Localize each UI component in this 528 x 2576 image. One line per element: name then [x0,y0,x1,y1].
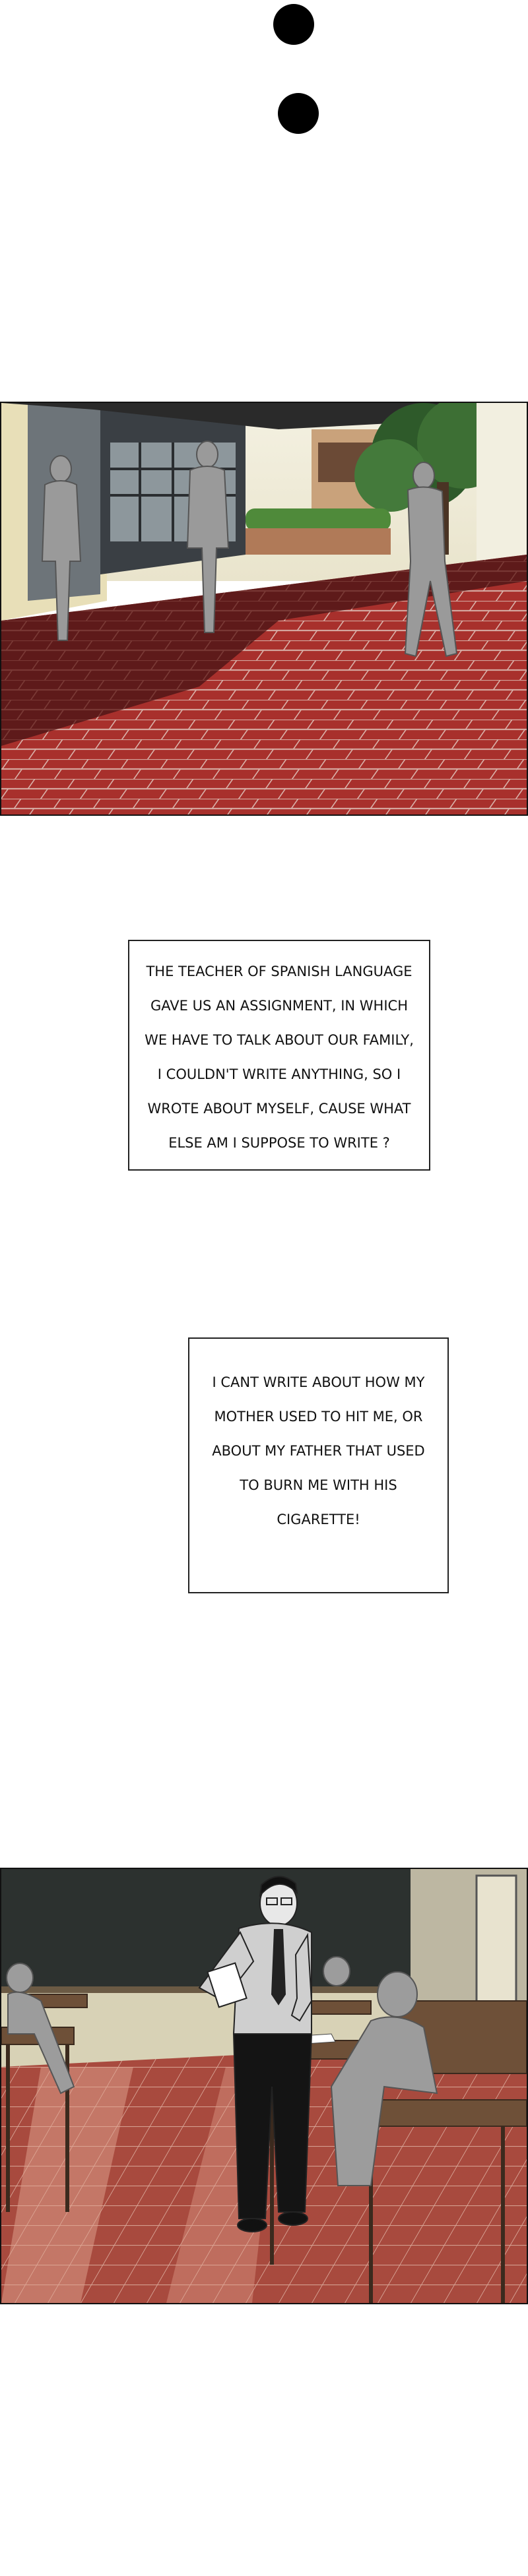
narration-box-assignment: THE TEACHER OF SPANISH LANGUAGE GAVE US AN ASSIGNMENT, IN WHICH WE HAVE TO TALK ABOUT OUR FAMILY, I COULDN'T WRITE ANYTHING, SO I WROTE ABOUT MYSELF, CAUSE WHAT ELSE AM I SUPPOSE TO WRITE ? [128,940,430,1171]
classroom-panel [0,1868,528,2304]
narration-box-abuse: I CANT WRITE ABOUT HOW MY MOTHER USED TO HIT ME, OR ABOUT MY FATHER THAT USED TO BURN ME WITH HIS CIGARETTE! [188,1337,449,1593]
classroom-illustration [1,1869,527,2303]
black-dot-second [278,93,319,134]
courtyard-panel [0,402,528,816]
black-dot-top [273,4,314,45]
courtyard-illustration [1,403,527,814]
